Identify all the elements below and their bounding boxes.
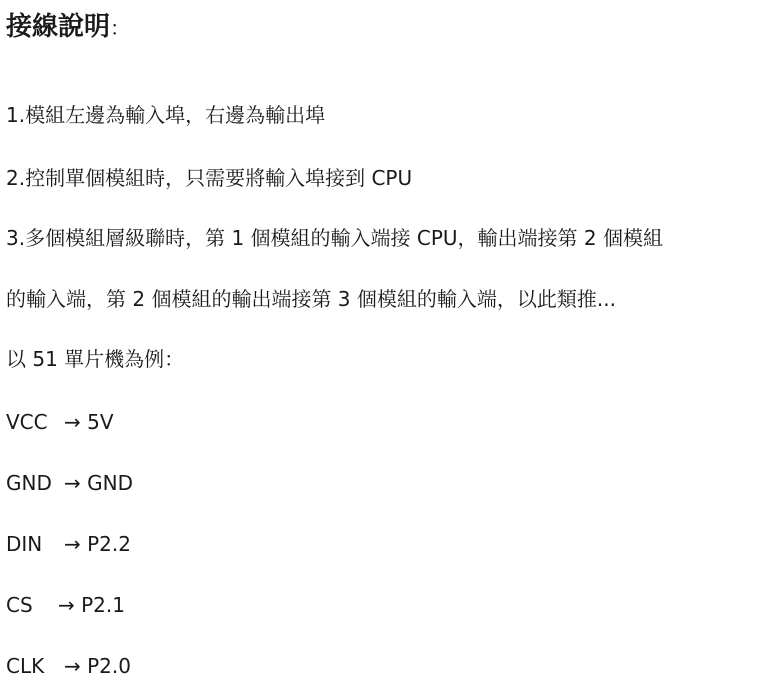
pin-target: P2.1 [81, 593, 125, 617]
pin-mapping-row [6, 466, 133, 500]
pin-mapping-row [6, 649, 131, 683]
page-title-text: 接線說明 [6, 12, 111, 42]
pin-target: P2.0 [87, 654, 131, 678]
instruction-line-3: 3.多個模組層級聯時，第 1 個模組的輸入端接 CPU，輸出端接第 2 個模組 [6, 226, 663, 250]
instruction-line-2: 2.控制單個模組時，只需要將輸入埠接到 CPU [6, 166, 413, 190]
pin-mapping-row [6, 527, 131, 561]
pin-name: DIN [6, 532, 43, 556]
pin-name: VCC [6, 410, 48, 434]
pin-name: GND [6, 471, 52, 495]
pin-mapping-row [6, 588, 125, 622]
instruction-line-3-continued: 的輸入端，第 2 個模組的輸出端接第 3 個模組的輸入端，以此類推... [6, 287, 616, 311]
pin-target: P2.2 [87, 532, 131, 556]
pin-name: CS [6, 593, 33, 617]
arrow-icon: → [64, 410, 81, 434]
pin-name: CLK [6, 654, 45, 678]
pin-target: GND [87, 471, 133, 495]
arrow-icon: → [64, 471, 81, 495]
example-intro: 以 51 單片機為例： [6, 347, 185, 371]
instruction-line-1: 1.模組左邊為輸入埠，右邊為輸出埠 [6, 103, 326, 127]
pin-mapping-row [6, 405, 114, 439]
pin-target: 5V [87, 410, 114, 434]
arrow-icon: → [64, 532, 81, 556]
arrow-icon: → [64, 654, 81, 678]
page-title [6, 6, 130, 48]
page-title-colon: ： [110, 16, 131, 40]
arrow-icon: → [58, 593, 75, 617]
